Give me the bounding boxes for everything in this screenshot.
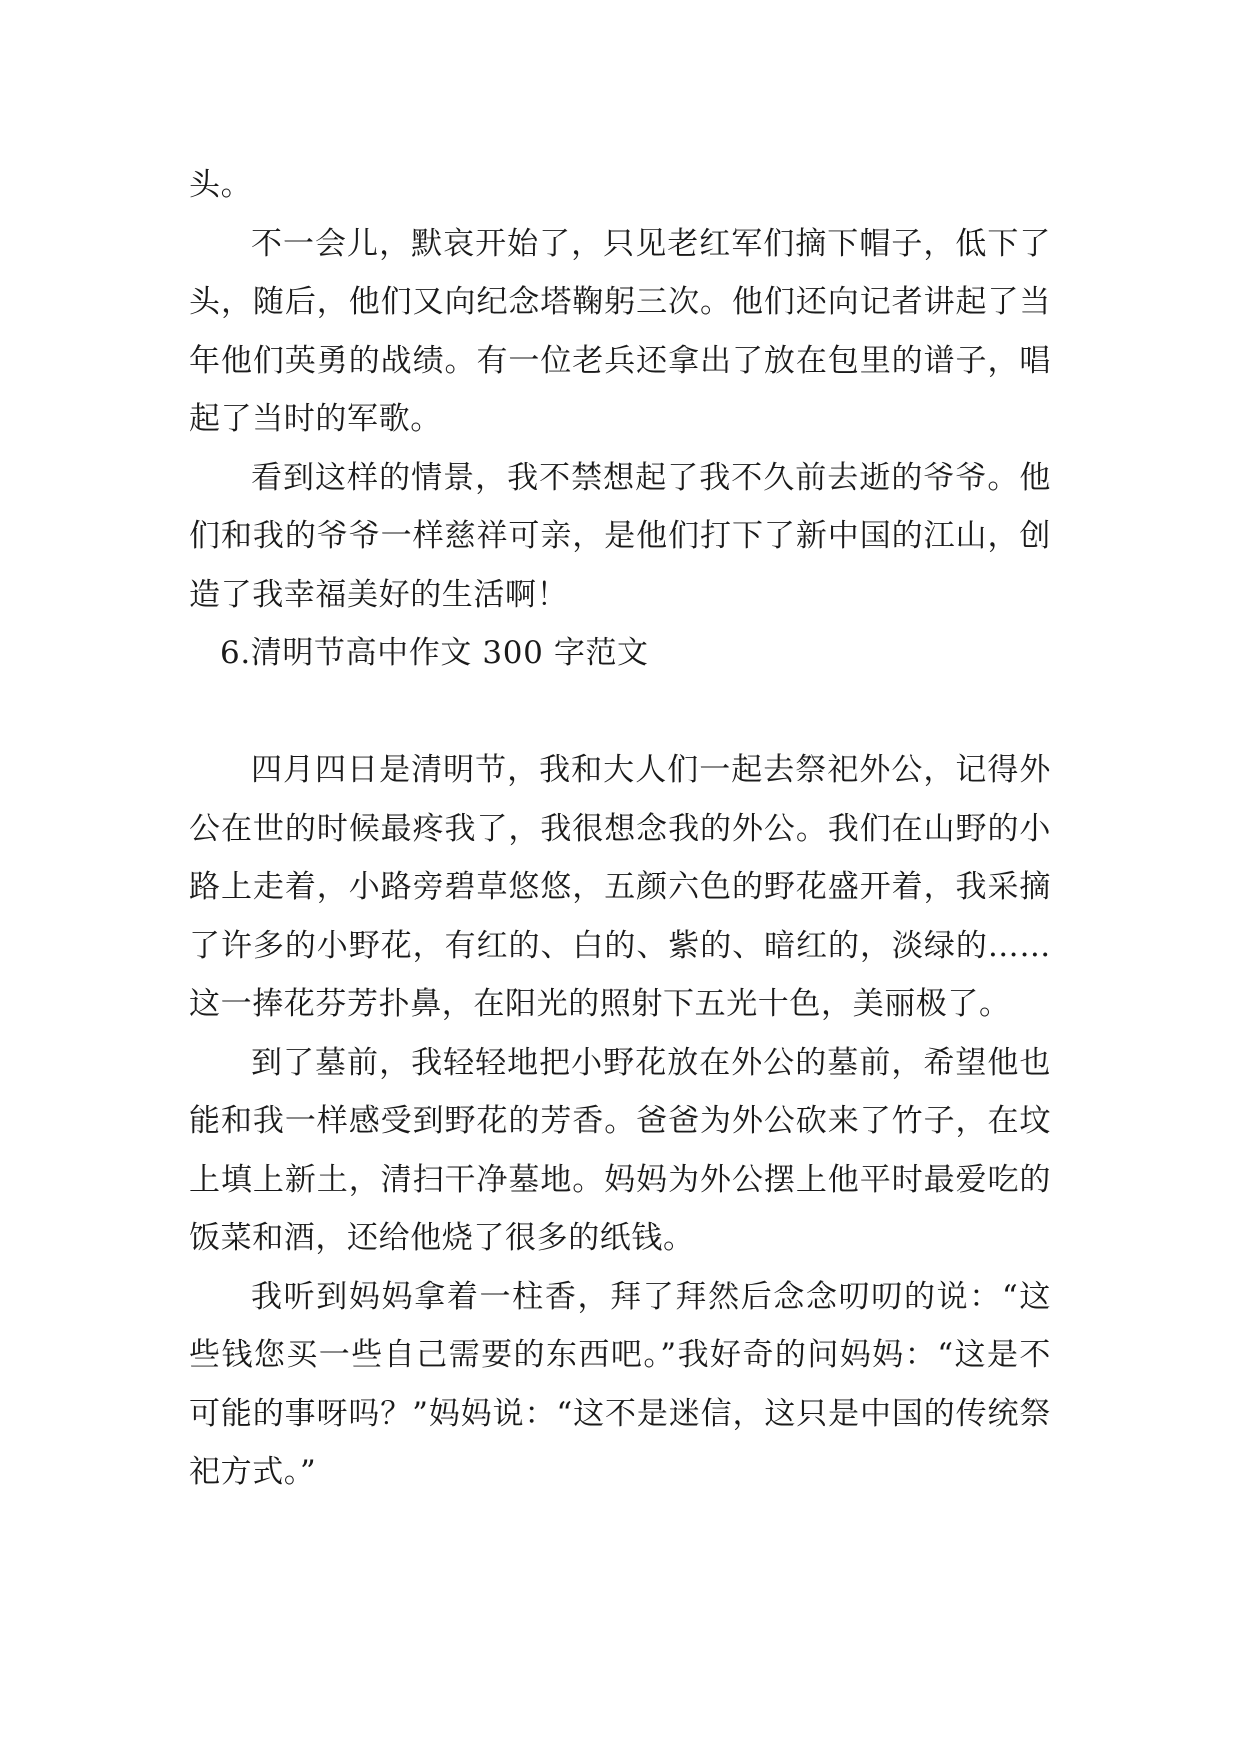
paragraph-silence: 不一会儿，默哀开始了，只见老红军们摘下帽子，低下了头，随后，他们又向纪念塔鞠躬三次。他们还向记者讲起了当年他们英勇的战绩。有一位老兵还拿出了放在包里的谱子，唱起了当时的军歌。: [189, 225, 1051, 437]
section-heading: 6.清明节高中作文 300 字范文: [220, 635, 649, 671]
paragraph-incense: 我听到妈妈拿着一柱香，拜了拜然后念念叨叨的说：“这些钱您买一些自己需要的东西吧。”我好奇的问妈妈：“这是不可能的事呀吗？”妈妈说：“这不是迷信，这只是中国的传统祭祀方式。”: [189, 1278, 1051, 1490]
paragraph-tomb: 到了墓前，我轻轻地把小野花放在外公的墓前，希望他也能和我一样感受到野花的芳香。爸爸为外公砍来了竹子，在坟上填上新土，清扫干净墓地。妈妈为外公摆上他平时最爱吃的饭菜和酒，还给他烧了很多的纸钱。: [189, 1044, 1051, 1256]
paragraph-qingming: 四月四日是清明节，我和大人们一起去祭祀外公，记得外公在世的时候最疼我了，我很想念我的外公。我们在山野的小路上走着，小路旁碧草悠悠，五颜六色的野花盛开着，我采摘了许多的小野花，有红的、白的、紫的、暗红的，淡绿的……这一捧花芬芳扑鼻，在阳光的照射下五光十色，美丽极了。: [189, 752, 1051, 1022]
document-body: [189, 156, 1051, 1502]
paragraph-continuation: 头。: [189, 167, 253, 203]
blank-line: [189, 683, 1051, 742]
paragraph-grandfather: 看到这样的情景，我不禁想起了我不久前去逝的爷爷。他们和我的爷爷一样慈祥可亲，是他们打下了新中国的江山，创造了我幸福美好的生活啊！: [189, 459, 1051, 613]
